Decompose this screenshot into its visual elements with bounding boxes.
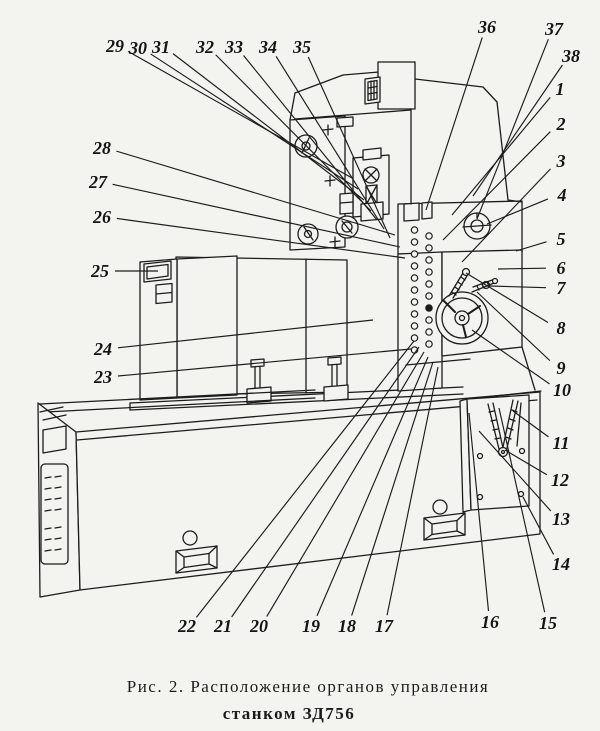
pushbutton-dot: [411, 311, 417, 317]
callout-number-18: 18: [338, 616, 356, 636]
callout-number-36: 36: [478, 17, 496, 37]
callout-number-26: 26: [93, 207, 111, 227]
callout-number-33: 33: [225, 37, 243, 57]
callout-number-3: 3: [556, 151, 566, 171]
callout-number-8: 8: [556, 318, 566, 338]
callout-number-28: 28: [93, 138, 111, 158]
pushbutton-dot: [426, 305, 432, 311]
callout-number-6: 6: [556, 258, 566, 278]
callout-number-23: 23: [94, 367, 112, 387]
callout-number-13: 13: [552, 509, 570, 529]
callout-number-21: 21: [214, 616, 232, 636]
pushbutton-dot: [426, 293, 432, 299]
callout-number-9: 9: [556, 358, 566, 378]
electrical-cabinet: [140, 256, 237, 400]
figure-caption-line2: станком ЗД756: [222, 704, 356, 723]
pushbutton-dot: [411, 335, 417, 341]
pushbutton-dot: [411, 227, 417, 233]
pushbutton-dot: [426, 269, 432, 275]
callout-number-11: 11: [552, 433, 570, 453]
callout-number-24: 24: [94, 339, 112, 359]
callout-number-19: 19: [302, 616, 320, 636]
callout-number-16: 16: [481, 612, 499, 632]
callout-number-20: 20: [250, 616, 268, 636]
callout-number-35: 35: [293, 37, 311, 57]
pushbutton-dot: [411, 287, 417, 293]
callout-number-31: 31: [152, 37, 170, 57]
pushbutton-dot: [426, 245, 432, 251]
pushbutton-dot: [426, 233, 432, 239]
pushbutton-dot: [426, 281, 432, 287]
pushbutton-dot: [411, 263, 417, 269]
callout-number-34: 34: [259, 37, 277, 57]
callout-number-10: 10: [553, 380, 571, 400]
callout-number-17: 17: [375, 616, 393, 636]
callout-number-4: 4: [557, 185, 567, 205]
callout-number-14: 14: [552, 554, 570, 574]
callout-number-2: 2: [556, 114, 566, 134]
callout-number-29: 29: [106, 36, 124, 56]
callout-number-5: 5: [556, 229, 566, 249]
pushbutton-dot: [411, 299, 417, 305]
callout-number-32: 32: [196, 37, 214, 57]
pushbutton-dot: [426, 257, 432, 263]
pushbutton-dot: [426, 341, 432, 347]
callout-number-25: 25: [91, 261, 109, 281]
callout-number-37: 37: [545, 19, 563, 39]
starter-bracket: [460, 391, 541, 512]
figure-caption-line1: Рис. 2. Расположение органов управления: [126, 677, 490, 696]
pushbutton-dot: [426, 317, 432, 323]
callout-number-30: 30: [129, 38, 147, 58]
callout-number-22: 22: [178, 616, 196, 636]
callout-number-7: 7: [556, 278, 566, 298]
pushbutton-dot: [411, 323, 417, 329]
pushbutton-dot: [411, 239, 417, 245]
pushbutton-dot: [411, 251, 417, 257]
callout-number-27: 27: [89, 172, 107, 192]
callout-number-12: 12: [551, 470, 569, 490]
callout-number-15: 15: [539, 613, 557, 633]
callout-number-1: 1: [555, 79, 565, 99]
callout-number-38: 38: [562, 46, 580, 66]
pushbutton-dot: [411, 275, 417, 281]
pushbutton-dot: [426, 329, 432, 335]
